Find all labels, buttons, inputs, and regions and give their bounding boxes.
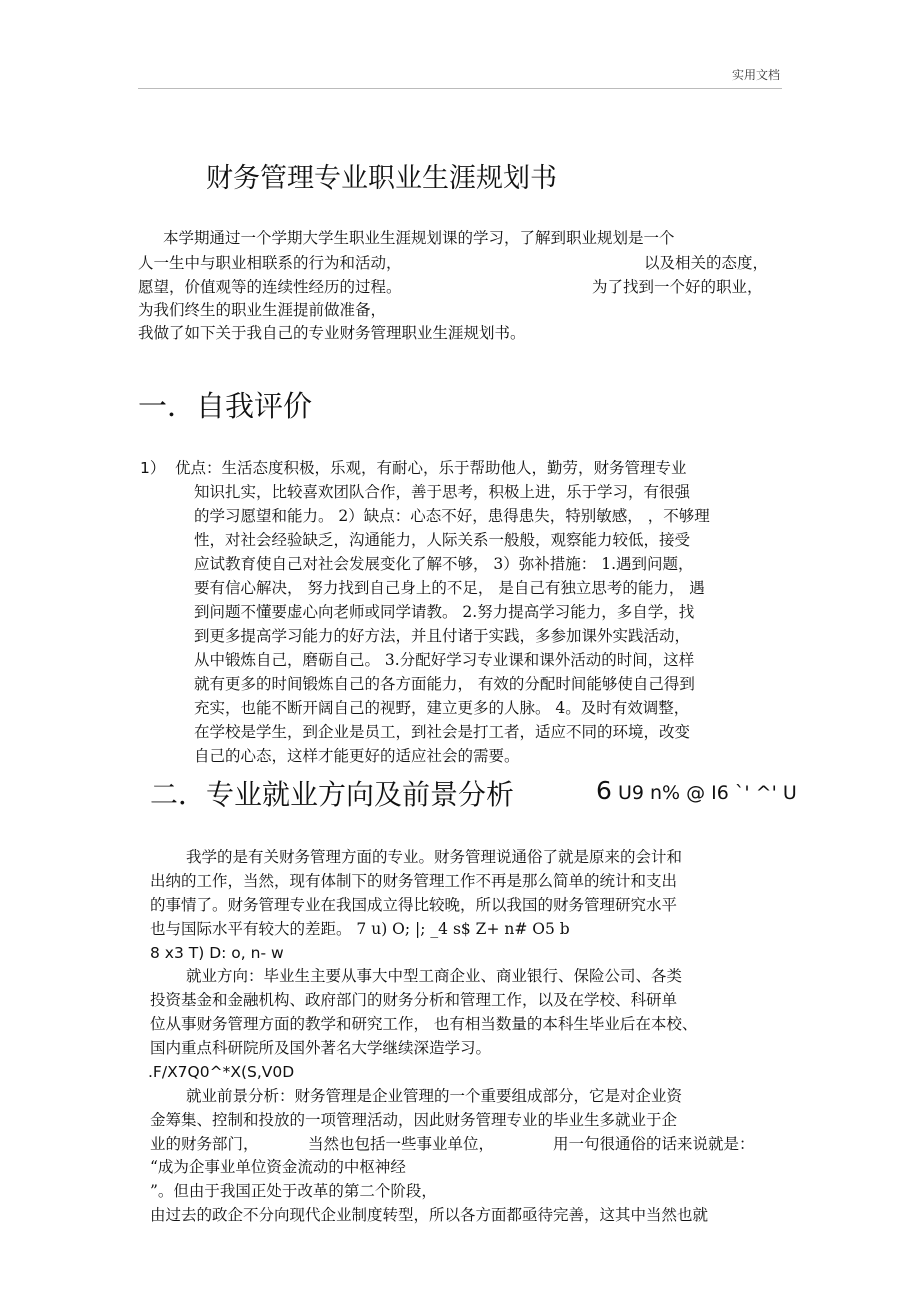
- section2-line: 我学的是有关财务管理方面的专业。财务管理说通俗了就是原来的会计和: [186, 848, 683, 866]
- section2-line: 国内重点科研院所及国外著名大学继续深造学习。: [150, 1039, 492, 1057]
- section-heading-career-outlook: 二．专业就业方向及前景分析: [150, 778, 515, 811]
- section1-line: 到更多提高学习能力的好方法，并且付诸于实践，多参加课外实践活动，: [194, 627, 691, 645]
- section1-line: 在学校是学生，到企业是员工，到社会是打工者，适应不同的环境，改变: [194, 723, 691, 741]
- intro-line: 本学期通过一个学期大学生职业生涯规划课的学习，了解到职业规划是一个: [163, 229, 675, 247]
- intro-line: 人一生中与职业相联系的行为和活动，: [138, 254, 402, 272]
- header-label: 实用文档: [731, 68, 780, 82]
- section1-line: 的学习愿望和能力。 2）缺点：心态不好，患得患失，特别敏感， ，不够理: [194, 507, 710, 525]
- section-heading-self-evaluation: 一．自我评价: [138, 389, 313, 423]
- document-title: 财务管理专业职业生涯规划书: [206, 163, 557, 194]
- garbled-text: 8 x3 T) D: o, n- w: [150, 944, 284, 962]
- section2-line: ”。但由于我国正处于改革的第二个阶段，: [150, 1182, 437, 1200]
- section2-line: 的事情了。财务管理专业在我国成立得比较晚，所以我国的财务管理研究水平: [150, 896, 678, 914]
- section1-line: 自己的心态，这样才能更好的适应社会的需要。: [194, 747, 520, 765]
- section2-line: 由过去的政企不分向现代企业制度转型，所以各方面都亟待完善，这其中当然也就: [150, 1206, 709, 1224]
- garbled-text: .F/X7Q0^*X(S,V0D: [148, 1063, 295, 1081]
- section2-line: 用一句很通俗的话来说就是：: [553, 1135, 755, 1153]
- garbled-text: 6 U9 n% @ I6 `' ^' U: [596, 776, 797, 805]
- section1-line: 从中锻炼自己，磨砺自己。 3.分配好学习专业课和课外活动的时间，这样: [194, 651, 695, 669]
- section1-line: 知识扎实，比较喜欢团队合作，善于思考，积极上进，乐于学习，有很强: [194, 483, 691, 501]
- section1-line: 应试教育使自己对社会发展变化了解不够， 3）弥补措施： 1.遇到问题，: [194, 555, 694, 573]
- header-rule: [138, 88, 782, 89]
- section2-line: 位从事财务管理方面的教学和研究工作， 也有相当数量的本科生毕业后在本校、: [150, 1015, 698, 1033]
- section2-line: 出纳的工作，当然，现有体制下的财务管理工作不再是那么简单的统计和支出: [150, 872, 678, 890]
- section1-line: 就有更多的时间锻炼自己的各方面能力， 有效的分配时间能够使自己得到: [194, 675, 695, 693]
- section2-line: 就业前景分析：财务管理是企业管理的一个重要组成部分，它是对企业资: [186, 1087, 683, 1105]
- section2-line: 当然也包括一些事业单位，: [308, 1135, 495, 1153]
- section2-line: 业的财务部门，: [150, 1135, 259, 1153]
- intro-line: 我做了如下关于我自己的专业财务管理职业生涯规划书。: [138, 324, 526, 342]
- intro-line: 为了找到一个好的职业，: [592, 278, 763, 296]
- section1-line: 优点：生活态度积极，乐观，有耐心，乐于帮助他人，勤劳，财务管理专业: [175, 459, 687, 477]
- intro-line: 为我们终生的职业生涯提前做准备，: [138, 301, 387, 319]
- section2-line: 就业方向：毕业生主要从事大中型工商企业、商业银行、保险公司、各类: [186, 967, 683, 985]
- list-marker: 1）: [140, 459, 166, 477]
- section1-line: 性，对社会经验缺乏，沟通能力，人际关系一般般，观察能力较低，接受: [194, 531, 691, 549]
- section1-line: 充实，也能不断开阔自己的视野，建立更多的人脉。 4。及时有效调整，: [194, 699, 690, 717]
- section1-line: 到问题不懂要虚心向老师或同学请教。 2.努力提高学习能力，多自学，找: [194, 603, 695, 621]
- section2-line: 金筹集、控制和投放的一项管理活动，因此财务管理专业的毕业生多就业于企: [150, 1111, 678, 1129]
- intro-line: 愿望，价值观等的连续性经历的过程。: [138, 278, 402, 296]
- intro-line: 以及相关的态度，: [644, 254, 769, 272]
- section2-line: 投资基金和金融机构、政府部门的财务分析和管理工作，以及在学校、科研单: [150, 991, 678, 1009]
- section2-line: 也与国际水平有较大的差距。 7 u) O; |; _4 s$ Z+ n# O5 b: [150, 920, 570, 938]
- section2-line: “成为企事业单位资金流动的中枢神经: [150, 1158, 406, 1176]
- section1-line: 要有信心解决， 努力找到自己身上的不足， 是自己有独立思考的能力， 遇: [194, 579, 705, 597]
